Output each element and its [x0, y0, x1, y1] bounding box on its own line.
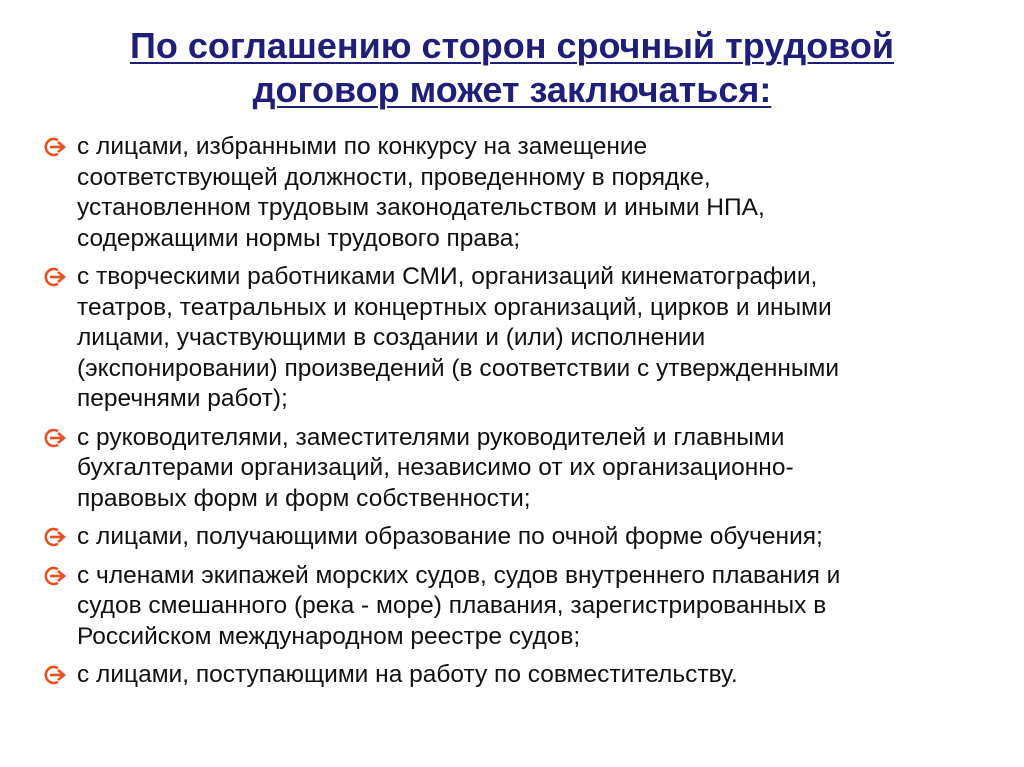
list-item-line: перечнями работ); — [77, 385, 288, 412]
circled-arrow-right-icon — [44, 566, 68, 586]
circled-arrow-right-icon — [44, 267, 68, 287]
list-item — [44, 423, 994, 515]
list-item-line: с членами экипажей морских судов, судов внутреннего плавания и — [77, 561, 841, 589]
list-item-line: театров, театральных и концертных организаций, цирков и иными — [77, 293, 832, 321]
list-item-line: соответствующей должности, проведенному в порядке, — [77, 163, 711, 191]
list-item — [44, 522, 994, 553]
list-item — [44, 561, 994, 653]
list-item-line: Российском международном реестре судов; — [77, 622, 581, 650]
list-item-line: (экспонировании) произведений (в соответствии с утвержденными — [77, 354, 840, 382]
list-item — [44, 262, 994, 415]
circled-arrow-right-icon — [44, 665, 68, 685]
list-item — [44, 132, 994, 254]
list-item-line: правовых форм и форм собственности; — [77, 484, 531, 512]
circled-arrow-right-icon — [44, 527, 68, 547]
list-item-line: установленном трудовым законодательством и иными НПА, — [77, 194, 765, 221]
list-item-line: с лицами, получающими образование по очной форме обучения; — [77, 523, 823, 550]
list-item-line: бухгалтерами организаций, независимо от их организационно- — [77, 454, 794, 481]
slide-title — [40, 24, 984, 112]
list-item — [44, 660, 994, 691]
list-item-line: с лицами, избранными по конкурсу на замещение — [77, 133, 648, 160]
list-item-line: судов смешанного (река - море) плавания, зарегистрированных в — [77, 592, 827, 619]
list-item-line: с руководителями, заместителями руководителей и главными — [77, 423, 785, 451]
bullet-list — [44, 132, 994, 699]
list-item-line: лицами, участвующими в создании и (или) исполнении — [77, 324, 706, 351]
slide-title-line-1: По соглашению сторон срочный трудовой — [130, 25, 894, 66]
list-item-line: с лицами, поступающими на работу по совместительству. — [77, 661, 738, 688]
circled-arrow-right-icon — [44, 137, 68, 157]
list-item-line: содержащими нормы трудового права; — [77, 224, 521, 252]
list-item-line: с творческими работниками СМИ, организаций кинематографии, — [77, 263, 818, 290]
circled-arrow-right-icon — [44, 428, 68, 448]
slide-title-line-2: договор может заключаться: — [252, 69, 772, 110]
